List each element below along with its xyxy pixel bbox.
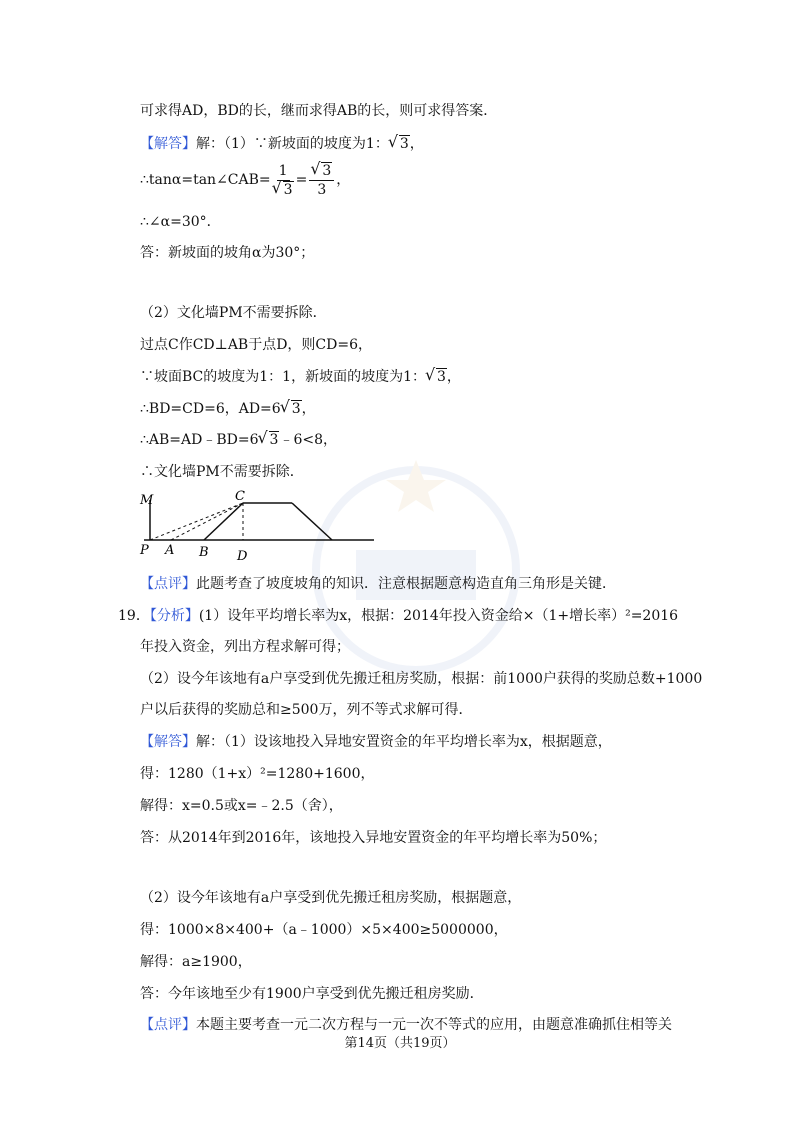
label-C: C xyxy=(235,489,245,504)
denominator: 3 xyxy=(317,181,327,198)
comment-line xyxy=(140,574,616,594)
text-line: 答：从2014年到2016年，该地投入异地安置资金的年平均增长率为50%； xyxy=(140,830,607,846)
radicand: 3 xyxy=(399,136,409,152)
text: = xyxy=(295,172,308,188)
text-line xyxy=(140,430,337,450)
answer-tag: 【解答】 xyxy=(140,136,196,152)
text-line xyxy=(140,367,461,387)
text: ， xyxy=(336,172,351,188)
text-line: 年投入资金，列出方程求解可得； xyxy=(140,639,350,655)
geometry-figure xyxy=(138,488,378,564)
text: ， xyxy=(409,136,424,152)
text-line xyxy=(140,399,316,419)
radicand: 3 xyxy=(322,162,332,179)
text: (1）设年平均增长率为x，根据：2014年投入资金给×（1+增长率）²=2016 xyxy=(198,608,679,624)
text-line: ∴文化墙PM不需要拆除． xyxy=(140,464,304,480)
label-P: P xyxy=(140,543,149,558)
text: ∴AB=AD﹣BD=6 xyxy=(140,432,259,448)
text-line: 解得：a≥1900， xyxy=(140,954,252,970)
label-B: B xyxy=(199,545,209,560)
radicand: 3 xyxy=(269,432,279,448)
radicand: 3 xyxy=(436,369,446,385)
text-line: ∴∠α=30°． xyxy=(140,214,221,230)
tan-equation xyxy=(140,160,350,200)
sqrt-expr xyxy=(259,430,280,450)
text-line: （2）文化墙PM不需要拆除． xyxy=(140,305,327,321)
watermark-logo xyxy=(296,440,536,700)
text: ∵坡面BC的坡度为1：1，新坡面的坡度为1： xyxy=(140,369,426,385)
text: ∴BD=CD=6，AD=6 xyxy=(140,401,281,417)
text-line: 答：今年该地至少有1900户享受到优先搬迁租房奖励． xyxy=(140,986,484,1002)
answer-tag: 【解答】 xyxy=(140,734,196,750)
sqrt-expr xyxy=(389,134,410,154)
text-line: 答：新坡面的坡角α为30°； xyxy=(140,245,315,261)
question-number: 19． xyxy=(118,608,150,624)
text-line: 解得：x=0.5或x=﹣2.5（舍）， xyxy=(140,798,343,814)
text-line: （2）设今年该地有a户享受到优先搬迁租房奖励，根据题意， xyxy=(140,890,522,906)
text-line: 得：1280（1+x）²=1280+1600， xyxy=(140,766,375,782)
sqrt-expr xyxy=(426,367,447,387)
comment-tag: 【点评】 xyxy=(140,1017,196,1033)
text-line: 得：1000×8×400+（a﹣1000）×5×400≥5000000， xyxy=(140,922,508,938)
text: ， xyxy=(301,401,316,417)
right-slope xyxy=(292,503,332,540)
text-line: 过点C作CD⊥AB于点D，则CD=6， xyxy=(140,337,373,353)
slope-BC xyxy=(204,503,243,540)
page-footer: 第14页（共19页） xyxy=(344,1036,456,1051)
text: ， xyxy=(446,369,461,385)
label-D: D xyxy=(237,549,248,564)
text: 本题主要考查一元二次方程与一元一次不等式的应用，由题意准确抓住相等关 xyxy=(196,1017,672,1033)
text-line: 可求得AD，BD的长，继而求得AB的长，则可求得答案． xyxy=(140,103,498,119)
fraction xyxy=(273,162,294,199)
answer-line xyxy=(140,732,612,752)
radicand: 3 xyxy=(283,181,293,198)
label-M: M xyxy=(140,493,154,508)
text: ∴tanα=tan∠CAB= xyxy=(140,172,271,188)
text: 此题考查了坡度坡角的知识．注意根据题意构造直角三角形是关键． xyxy=(196,576,616,592)
comment-tag: 【点评】 xyxy=(140,576,196,592)
fraction xyxy=(309,162,334,199)
dashed-PC xyxy=(150,503,243,540)
analysis-line xyxy=(118,606,678,626)
text: 解：（1）∵新坡面的坡度为1： xyxy=(196,136,389,152)
label-A: A xyxy=(165,543,175,558)
text-line: 户以后获得的奖励总和≥500万，列不等式求解可得． xyxy=(140,702,473,718)
answer-line xyxy=(140,134,424,154)
radicand: 3 xyxy=(291,401,301,417)
numerator xyxy=(309,162,334,181)
sqrt-expr xyxy=(281,399,302,419)
text-line: （2）设今年该地有a户享受到优先搬迁租房奖励，根据：前1000户获得的奖励总数+1000 xyxy=(140,671,703,687)
text: ﹣6<8， xyxy=(279,432,337,448)
new-slope-AC xyxy=(171,503,243,540)
text: 解：（1）设该地投入异地安置资金的年平均增长率为x，根据题意， xyxy=(196,734,612,750)
denominator xyxy=(273,181,294,199)
numerator: 1 xyxy=(278,162,288,179)
analysis-tag: 【分析】 xyxy=(149,608,199,624)
